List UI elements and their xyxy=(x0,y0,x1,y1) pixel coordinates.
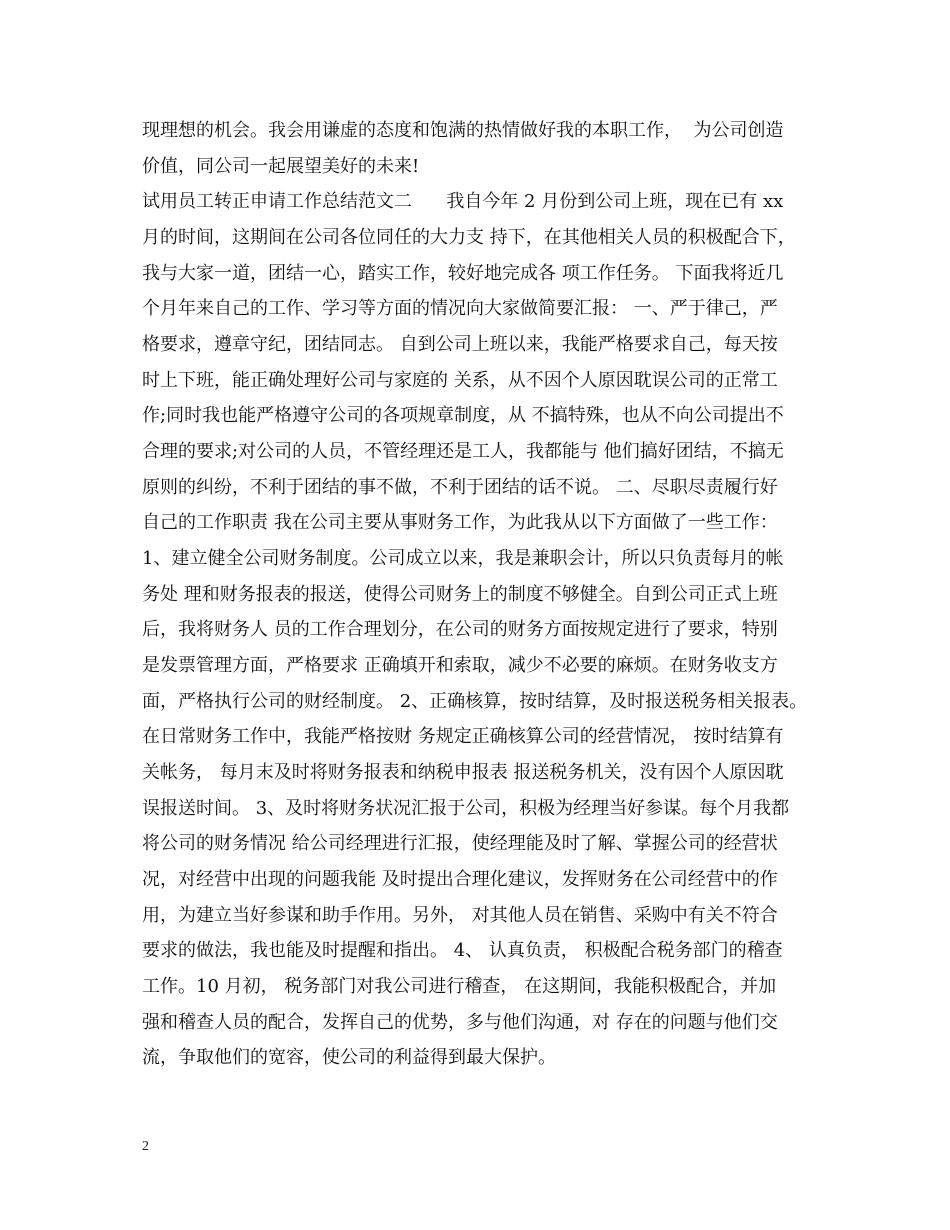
text-line: 要求的做法，我也能及时提醒和指出。 4、 认真负责， 积极配合税务部门的稽查 xyxy=(142,940,783,961)
text-line: 用，为建立当好参谋和助手作用。另外， 对其他人员在销售、采购中有关不符合 xyxy=(142,905,778,926)
text-line: 格要求，遵章守纪，团结同志。 自到公司上班以来，我能严格要求自己，每天按 xyxy=(142,334,778,355)
text-line: 将公司的财务情况 给公司经理进行汇报，使经理能及时了解、掌握公司的经营状 xyxy=(142,833,778,854)
text-line: 关帐务， 每月末及时将财务报表和纳税申报表 报送税务机关，没有因个人原因耽 xyxy=(142,762,784,783)
page-number: 2 xyxy=(142,1139,149,1154)
text-line: 面，严格执行公司的财经制度。 2、正确核算，按时结算，及时报送税务相关报表。 xyxy=(142,691,808,712)
text-line: 误报送时间。 3、及时将财务状况汇报于公司，积极为经理当好参谋。每个月我都 xyxy=(142,798,790,819)
text-line: 时上下班，能正确处理好公司与家庭的 关系，从不因个人原因耽误公司的正常工 xyxy=(142,370,778,391)
text-line: 月的时间，这期间在公司各位同任的大力支 持下，在其他相关人员的积极配合下， xyxy=(142,227,796,248)
text-line: 1、建立健全公司财务制度。公司成立以来，我是兼职会计，所以只负责每月的帐 xyxy=(142,548,784,569)
text-line: 强和稽查人员的配合，发挥自己的优势，多与他们沟通，对 存在的问题与他们交 xyxy=(142,1012,778,1033)
text-line: 我与大家一道，团结一心，踏实工作，较好地完成各 项工作任务。 下面我将近几 xyxy=(142,263,784,284)
text-line: 价值，同公司一起展望美好的未来! xyxy=(142,156,420,177)
text-line: 流，争取他们的宽容，使公司的利益得到最大保护。 xyxy=(142,1047,556,1068)
text-line: 作;同时我也能严格遵守公司的各项规章制度，从 不搞特殊，也从不向公司提出不 xyxy=(142,405,784,426)
text-line: 试用员工转正申请工作总结范文二 我自今年 2 月份到公司上班，现在已有 xx xyxy=(142,191,784,212)
text-line: 原则的纠纷，不利于团结的事不做，不利于团结的话不说。 二、尽职尽责履行好 xyxy=(142,477,778,498)
text-line: 工作。10 月初， 税务部门对我公司进行稽查， 在这期间，我能积极配合，并加 xyxy=(142,976,777,997)
text-line: 务处 理和财务报表的报送，使得公司财务上的制度不够健全。自到公司正式上班 xyxy=(142,584,778,605)
text-line: 自己的工作职责 我在公司主要从事财务工作，为此我从以下方面做了一些工作： xyxy=(142,512,778,533)
text-line: 况，对经营中出现的问题我能 及时提出合理化建议，发挥财务在公司经营中的作 xyxy=(142,869,778,890)
text-line: 个月年来自己的工作、学习等方面的情况向大家做简要汇报： 一、严于律己，严 xyxy=(142,298,778,319)
text-line: 现理想的机会。我会用谦虚的态度和饱满的热情做好我的本职工作， 为公司创造 xyxy=(142,120,784,141)
text-line: 后，我将财务人 员的工作合理划分，在公司的财务方面按规定进行了要求，特别 xyxy=(142,619,778,640)
text-line: 是发票管理方面，严格要求 正确填开和索取，减少不必要的麻烦。在财务收支方 xyxy=(142,655,778,676)
text-line: 在日常财务工作中，我能严格按财 务规定正确核算公司的经营情况， 按时结算有 xyxy=(142,726,784,747)
text-line: 合理的要求;对公司的人员，不管经理还是工人，我都能与 他们搞好团结，不搞无 xyxy=(142,441,784,462)
